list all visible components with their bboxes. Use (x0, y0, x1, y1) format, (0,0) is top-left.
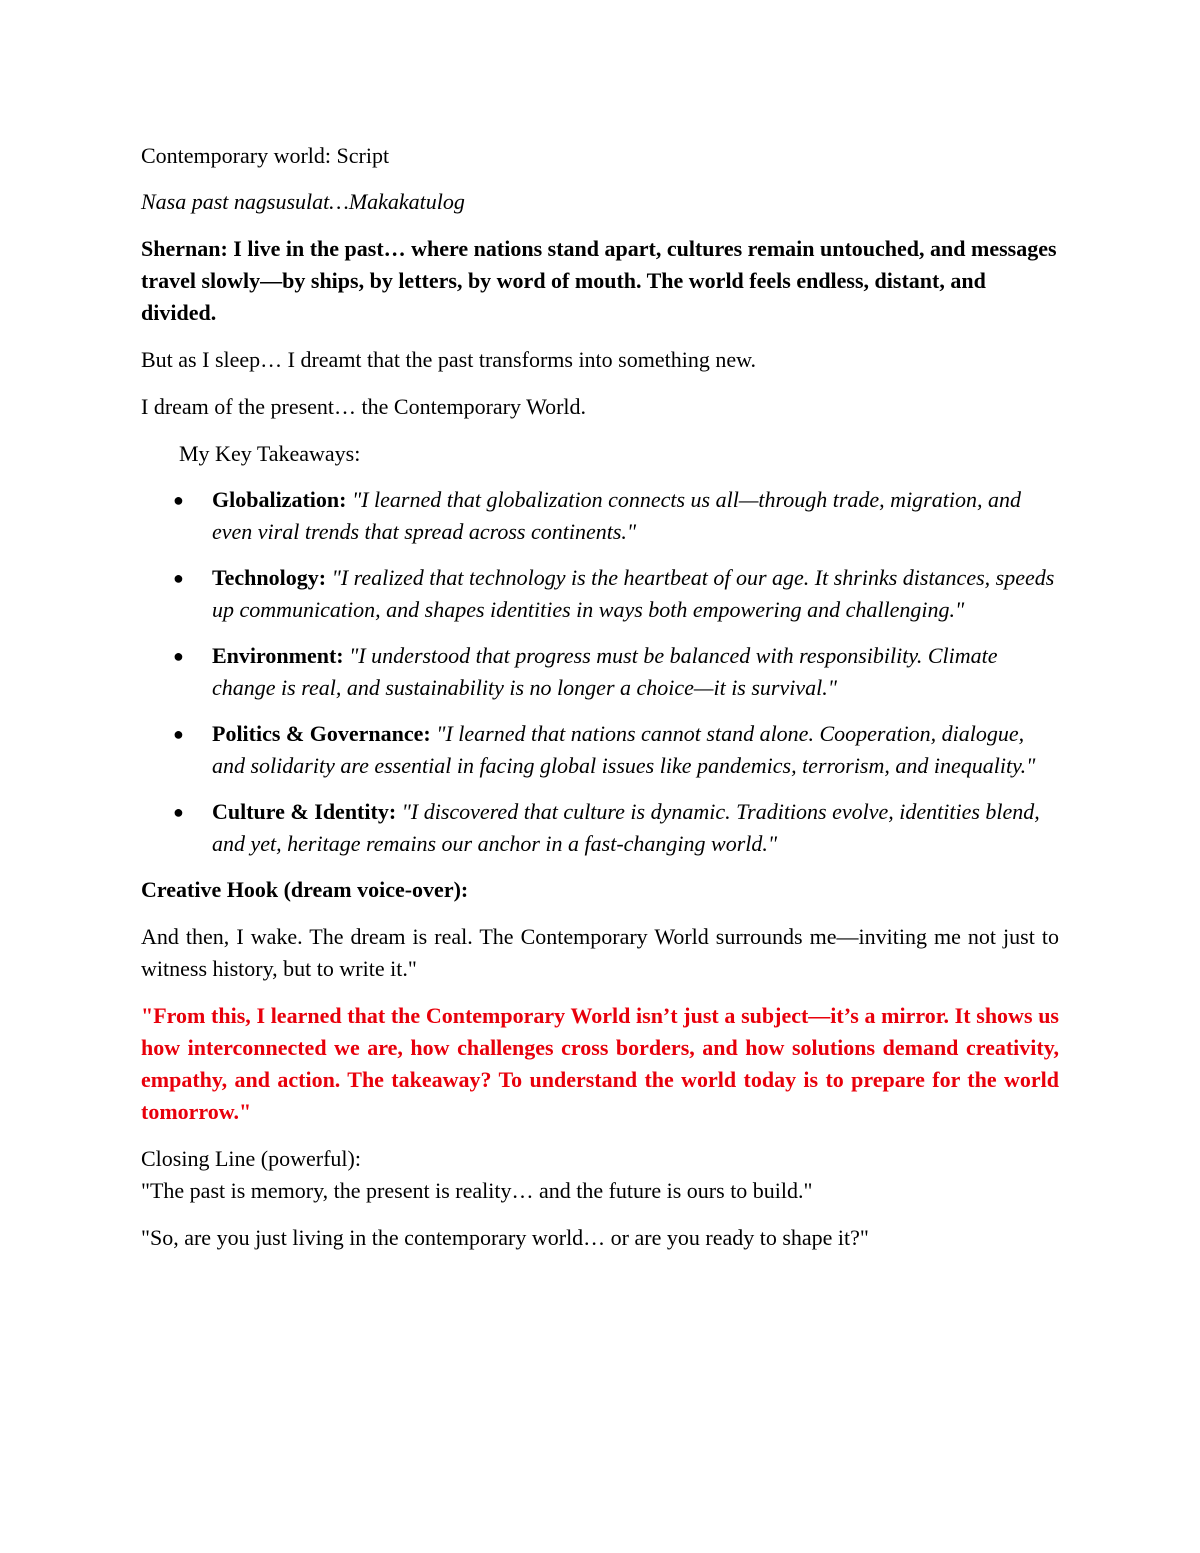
takeaway-term: Technology: (212, 565, 327, 590)
list-item (141, 484, 1059, 548)
sleep-paragraph: But as I sleep… I dreamt that the past transforms into something new. (141, 347, 757, 372)
hook-heading: Creative Hook (dream voice-over): (141, 877, 469, 902)
takeaway-quote: "I learned that nations cannot stand alone. Cooperation, dialogue, and solidarity are essential in facing global issues like pandemics, terrorism, and inequality." (212, 721, 1036, 778)
bullet-dot-icon: ● (173, 802, 184, 822)
intro-paragraph: Shernan: I live in the past… where nations stand apart, cultures remain untouched, and messages travel slowly—by ships, by letters, by word of mouth. The world feels endless, distant, and divided. (141, 236, 1057, 325)
takeaways-list (141, 484, 1059, 860)
list-item (141, 640, 1059, 704)
bullet-dot-icon: ● (173, 568, 184, 588)
closing-heading: Closing Line (powerful): (141, 1146, 361, 1171)
dream-paragraph: I dream of the present… the Contemporary World. (141, 394, 587, 419)
bullet-dot-icon: ● (173, 490, 184, 510)
list-item (141, 562, 1059, 626)
final-question: "So, are you just living in the contemporary world… or are you ready to shape it?" (141, 1225, 869, 1250)
list-item (141, 718, 1059, 782)
takeaway-term: Globalization: (212, 487, 347, 512)
takeaway-term: Politics & Governance: (212, 721, 431, 746)
takeaway-quote: "I learned that globalization connects us all—through trade, migration, and even viral trends that spread across continents." (212, 487, 1021, 544)
takeaway-quote: "I understood that progress must be balanced with responsibility. Climate change is real, and sustainability is no longer a choice—it is survival." (212, 643, 998, 700)
takeaway-quote: "I discovered that culture is dynamic. Traditions evolve, identities blend, and yet, heritage remains our anchor in a fast-changing world." (212, 799, 1040, 856)
document-body (141, 140, 1059, 1269)
takeaway-quote: "I realized that technology is the heartbeat of our age. It shrinks distances, speeds up communication, and shapes identities in ways both empowering and challenging." (212, 565, 1055, 622)
closing-block (141, 1143, 1059, 1207)
closing-quote: "The past is memory, the present is reality… and the future is ours to build." (141, 1178, 813, 1203)
red-highlight-paragraph: "From this, I learned that the Contemporary World isn’t just a subject—it’s a mirror. It shows us how interconnected we are, how challenges cross borders, and how solutions demand creativity, empathy, and action. The takeaway? To understand the world today is to prepare for the world tomorrow." (141, 1003, 1059, 1124)
takeaways-heading: My Key Takeaways: (179, 441, 361, 466)
document-subtitle: Nasa past nagsusulat…Makakatulog (141, 189, 465, 214)
takeaway-term: Culture & Identity: (212, 799, 397, 824)
list-item (141, 796, 1059, 860)
hook-paragraph: And then, I wake. The dream is real. The Contemporary World surrounds me—inviting me not just to witness history, but to write it." (141, 924, 1059, 981)
takeaway-term: Environment: (212, 643, 344, 668)
bullet-dot-icon: ● (173, 724, 184, 744)
document-title: Contemporary world: Script (141, 143, 390, 168)
bullet-dot-icon: ● (173, 646, 184, 666)
